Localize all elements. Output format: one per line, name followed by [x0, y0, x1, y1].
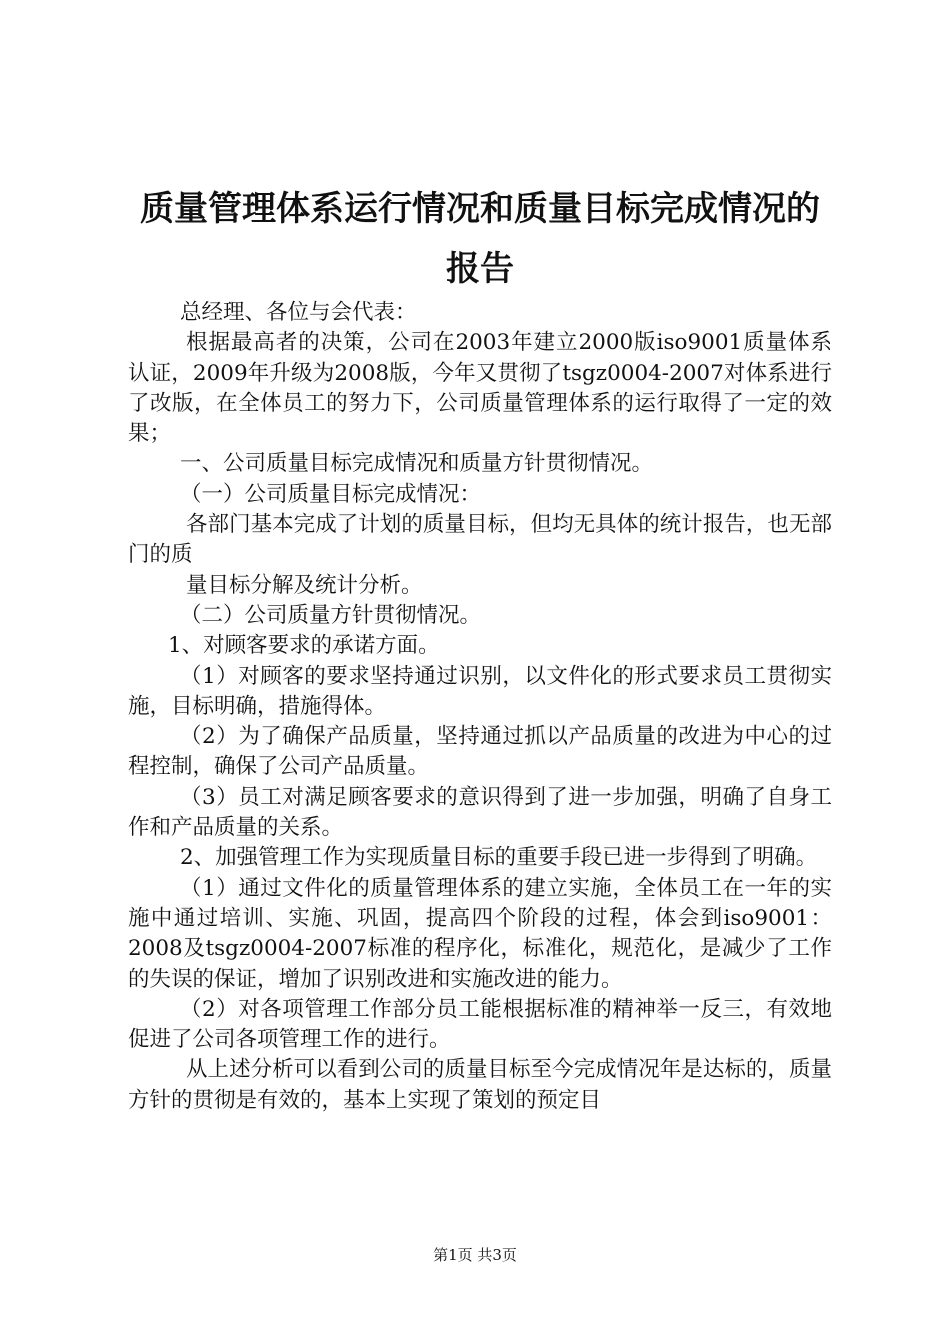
list-item: 2、加强管理工作为实现质量目标的重要手段已进一步得到了明确。 — [180, 845, 818, 871]
section-heading: 一、公司质量目标完成情况和质量方针贯彻情况。 — [180, 451, 654, 477]
document-body — [128, 298, 832, 1116]
document-title-line-2: 报告 — [446, 249, 514, 289]
list-item: （2）为了确保产品质量，坚持通过抓以产品质量的改进为中心的过程控制，确保了公司产品质量。 — [128, 724, 832, 780]
list-item: 1、对顾客要求的承诺方面。 — [168, 633, 440, 659]
list-item: （1）通过文件化的质量管理体系的建立实施，全体员工在一年的实施中通过培训、实施、巩固，提高四个阶段的过程，体会到iso9001：2008及tsgz0004-2007标准的程序化，标准化，规范化，是减少了工作的失误的保证，增加了识别改进和实施改进的能力。 — [128, 875, 832, 992]
page-number-footer: 第1页 共3页 — [433, 1246, 517, 1264]
list-item: （3）员工对满足顾客要求的意识得到了进一步加强，明确了自身工作和产品质量的关系。 — [128, 784, 832, 841]
document-title-line-1: 质量管理体系运行情况和质量目标完成情况的 — [140, 189, 820, 229]
paragraph: 根据最高者的决策，公司在2003年建立2000版iso9001质量体系认证，2009年升级为2008版，今年又贯彻了tsgz0004-2007对体系进行了改版，在全体员工的努力下，公司质量管理体系的运行取得了一定的效果； — [128, 330, 832, 447]
salutation: 总经理、各位与会代表： — [180, 300, 417, 325]
subsection-heading: （一）公司质量目标完成情况： — [180, 481, 482, 507]
list-item: （2）对各项管理工作部分员工能根据标准的精神举一反三，有效地促进了公司各项管理工作的进行。 — [128, 996, 832, 1053]
list-item: （1）对顾客的要求坚持通过识别，以文件化的形式要求员工贯彻实施，目标明确，措施得体。 — [128, 663, 832, 719]
paragraph: 各部门基本完成了计划的质量目标，但均无具体的统计报告，也无部门的质 — [128, 512, 832, 568]
paragraph: 量目标分解及统计分析。 — [186, 572, 423, 598]
subsection-heading: （二）公司质量方针贯彻情况。 — [180, 602, 482, 628]
paragraph: 从上述分析可以看到公司的质量目标至今完成情况年是达标的，质量方针的贯彻是有效的，基本上实现了策划的预定目 — [128, 1057, 832, 1113]
